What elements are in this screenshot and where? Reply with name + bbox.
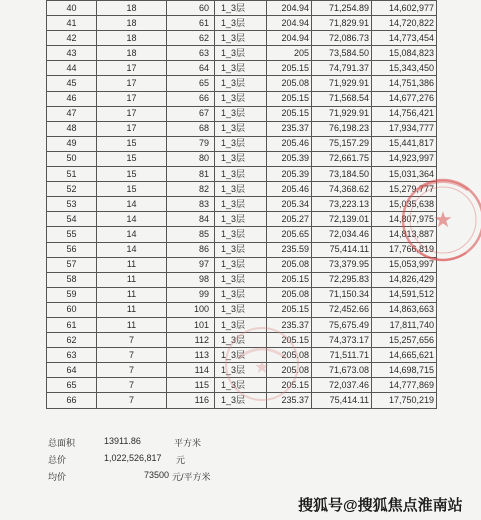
area-cell: 235.37	[267, 393, 312, 408]
row-number-cell: 56	[47, 242, 97, 257]
total-price-cell: 15,441,817	[372, 136, 437, 151]
floor-range-cell: 1_3层	[215, 242, 267, 257]
building-number-cell: 7	[97, 348, 167, 363]
total-price-cell: 14,773,454	[372, 31, 437, 46]
area-cell: 205.15	[267, 61, 312, 76]
area-cell: 205.15	[267, 302, 312, 317]
row-number-cell: 60	[47, 302, 97, 317]
unit-number-cell: 67	[167, 106, 215, 121]
table-row	[47, 46, 437, 61]
unit-price-cell: 74,368.62	[312, 182, 372, 197]
area-cell: 205.15	[267, 333, 312, 348]
unit-price-cell: 71,673.08	[312, 363, 372, 378]
total-price-cell: 15,279,777	[372, 182, 437, 197]
total-price-cell: 14,720,822	[372, 16, 437, 31]
area-cell: 205.15	[267, 106, 312, 121]
total-price-cell: 17,766,819	[372, 242, 437, 257]
table-row	[47, 91, 437, 106]
building-number-cell: 18	[97, 16, 167, 31]
area-cell: 205.08	[267, 76, 312, 91]
unit-price-cell: 72,034.46	[312, 227, 372, 242]
unit-price-cell: 75,414.11	[312, 393, 372, 408]
unit-price-cell: 74,373.17	[312, 333, 372, 348]
row-number-cell: 52	[47, 182, 97, 197]
unit-price-cell: 72,086.73	[312, 31, 372, 46]
floor-range-cell: 1_3层	[215, 31, 267, 46]
row-number-cell: 44	[47, 61, 97, 76]
building-number-cell: 11	[97, 257, 167, 272]
table-row	[47, 212, 437, 227]
row-number-cell: 41	[47, 16, 97, 31]
area-cell: 205.65	[267, 227, 312, 242]
average-price-unit: 元/平方米	[172, 472, 211, 482]
total-price-cell: 17,750,219	[372, 393, 437, 408]
table-row	[47, 197, 437, 212]
total-price-cell: 15,257,656	[372, 333, 437, 348]
table-row	[47, 16, 437, 31]
floor-range-cell: 1_3层	[215, 393, 267, 408]
total-price-cell: 14,863,663	[372, 302, 437, 317]
row-number-cell: 66	[47, 393, 97, 408]
floor-range-cell: 1_3层	[215, 91, 267, 106]
total-price-cell: 14,777,869	[372, 378, 437, 393]
row-number-cell: 54	[47, 212, 97, 227]
building-number-cell: 18	[97, 31, 167, 46]
building-number-cell: 14	[97, 212, 167, 227]
floor-range-cell: 1_3层	[215, 121, 267, 136]
floor-range-cell: 1_3层	[215, 212, 267, 227]
building-number-cell: 7	[97, 378, 167, 393]
total-price-value: 1,022,526,817	[104, 453, 162, 463]
svg-text:★: ★	[433, 208, 453, 233]
building-number-cell: 15	[97, 182, 167, 197]
building-number-cell: 14	[97, 197, 167, 212]
floor-range-cell: 1_3层	[215, 61, 267, 76]
unit-number-cell: 61	[167, 16, 215, 31]
unit-price-cell: 73,379.95	[312, 257, 372, 272]
area-cell: 205.46	[267, 182, 312, 197]
row-number-cell: 58	[47, 272, 97, 287]
unit-number-cell: 115	[167, 378, 215, 393]
floor-range-cell: 1_3层	[215, 106, 267, 121]
floor-range-cell: 1_3层	[215, 151, 267, 166]
table-row	[47, 61, 437, 76]
area-cell: 205.08	[267, 348, 312, 363]
total-price-cell: 17,934,777	[372, 121, 437, 136]
floor-range-cell: 1_3层	[215, 76, 267, 91]
faint-seal-stamp	[222, 318, 302, 410]
unit-number-cell: 84	[167, 212, 215, 227]
unit-number-cell: 68	[167, 121, 215, 136]
unit-number-cell: 82	[167, 182, 215, 197]
area-cell: 204.94	[267, 1, 312, 16]
row-number-cell: 47	[47, 106, 97, 121]
floor-range-cell: 1_3层	[215, 1, 267, 16]
total-price-cell: 14,923,997	[372, 151, 437, 166]
table-row	[47, 121, 437, 136]
unit-price-cell: 72,295.83	[312, 272, 372, 287]
unit-number-cell: 97	[167, 257, 215, 272]
floor-range-cell: 1_3层	[215, 348, 267, 363]
row-number-cell: 50	[47, 151, 97, 166]
total-price-cell: 14,751,386	[372, 76, 437, 91]
unit-price-cell: 75,414.11	[312, 242, 372, 257]
area-cell: 205.08	[267, 257, 312, 272]
floor-range-cell: 1_3层	[215, 333, 267, 348]
unit-number-cell: 62	[167, 31, 215, 46]
building-number-cell: 7	[97, 333, 167, 348]
floor-range-cell: 1_3层	[215, 136, 267, 151]
total-price-cell: 14,826,429	[372, 272, 437, 287]
total-price-cell: 17,811,740	[372, 317, 437, 332]
row-number-cell: 51	[47, 167, 97, 182]
building-number-cell: 17	[97, 106, 167, 121]
unit-price-cell: 71,254.89	[312, 1, 372, 16]
floor-range-cell: 1_3层	[215, 182, 267, 197]
floor-range-cell: 1_3层	[215, 46, 267, 61]
building-number-cell: 17	[97, 76, 167, 91]
svg-text:★: ★	[253, 357, 271, 378]
unit-number-cell: 66	[167, 91, 215, 106]
unit-price-cell: 73,184.50	[312, 167, 372, 182]
total-area-value: 13911.86	[104, 436, 141, 446]
total-price-cell: 14,698,715	[372, 363, 437, 378]
floor-range-cell: 1_3层	[215, 302, 267, 317]
floor-range-cell: 1_3层	[215, 363, 267, 378]
floor-range-cell: 1_3层	[215, 227, 267, 242]
area-cell: 205.34	[267, 197, 312, 212]
building-number-cell: 7	[97, 363, 167, 378]
floor-range-cell: 1_3层	[215, 287, 267, 302]
row-number-cell: 61	[47, 317, 97, 332]
unit-price-cell: 73,584.50	[312, 46, 372, 61]
total-area-unit: 平方米	[174, 438, 202, 448]
total-price-cell: 15,084,823	[372, 46, 437, 61]
unit-number-cell: 99	[167, 287, 215, 302]
unit-number-cell: 81	[167, 167, 215, 182]
building-number-cell: 17	[97, 61, 167, 76]
row-number-cell: 49	[47, 136, 97, 151]
total-price-cell: 15,343,450	[372, 61, 437, 76]
building-number-cell: 15	[97, 167, 167, 182]
unit-number-cell: 63	[167, 46, 215, 61]
total-price-cell: 15,035,638	[372, 197, 437, 212]
area-cell: 204.94	[267, 31, 312, 46]
row-number-cell: 65	[47, 378, 97, 393]
total-price-cell: 15,031,364	[372, 167, 437, 182]
building-number-cell: 15	[97, 136, 167, 151]
unit-price-cell: 71,568.54	[312, 91, 372, 106]
table-row	[47, 227, 437, 242]
building-number-cell: 17	[97, 91, 167, 106]
area-cell: 205.08	[267, 363, 312, 378]
area-cell: 235.37	[267, 317, 312, 332]
unit-number-cell: 100	[167, 302, 215, 317]
average-price-value: 73500	[144, 470, 170, 480]
unit-price-cell: 72,661.75	[312, 151, 372, 166]
row-number-cell: 43	[47, 46, 97, 61]
row-number-cell: 55	[47, 227, 97, 242]
row-number-cell: 64	[47, 363, 97, 378]
total-area-label: 总面积	[48, 438, 76, 448]
row-number-cell: 57	[47, 257, 97, 272]
table-row	[47, 167, 437, 182]
row-number-cell: 46	[47, 91, 97, 106]
total-price-cell: 15,053,997	[372, 257, 437, 272]
unit-price-cell: 72,037.46	[312, 378, 372, 393]
area-cell: 205.39	[267, 167, 312, 182]
row-number-cell: 62	[47, 333, 97, 348]
area-cell: 205.15	[267, 272, 312, 287]
table-row	[47, 151, 437, 166]
area-cell: 235.37	[267, 121, 312, 136]
building-number-cell: 18	[97, 46, 167, 61]
unit-price-cell: 71,511.71	[312, 348, 372, 363]
building-number-cell: 11	[97, 287, 167, 302]
row-number-cell: 48	[47, 121, 97, 136]
total-price-cell: 14,756,421	[372, 106, 437, 121]
unit-number-cell: 86	[167, 242, 215, 257]
row-number-cell: 63	[47, 348, 97, 363]
unit-number-cell: 64	[167, 61, 215, 76]
floor-range-cell: 1_3层	[215, 272, 267, 287]
building-number-cell: 11	[97, 272, 167, 287]
table-row	[47, 76, 437, 91]
unit-number-cell: 101	[167, 317, 215, 332]
building-number-cell: 11	[97, 317, 167, 332]
floor-range-cell: 1_3层	[215, 167, 267, 182]
building-number-cell: 17	[97, 121, 167, 136]
floor-range-cell: 1_3层	[215, 317, 267, 332]
unit-number-cell: 112	[167, 333, 215, 348]
area-cell: 205.08	[267, 287, 312, 302]
total-price-cell: 14,602,977	[372, 1, 437, 16]
floor-range-cell: 1_3层	[215, 197, 267, 212]
table-row	[47, 287, 437, 302]
unit-price-cell: 75,157.29	[312, 136, 372, 151]
unit-price-cell: 72,139.01	[312, 212, 372, 227]
building-number-cell: 18	[97, 1, 167, 16]
building-number-cell: 15	[97, 151, 167, 166]
area-cell: 205.27	[267, 212, 312, 227]
area-cell: 205	[267, 46, 312, 61]
building-number-cell: 14	[97, 227, 167, 242]
row-number-cell: 40	[47, 1, 97, 16]
table-row	[47, 106, 437, 121]
unit-price-cell: 74,791.37	[312, 61, 372, 76]
total-price-cell: 14,591,512	[372, 287, 437, 302]
total-price-cell: 14,665,621	[372, 348, 437, 363]
unit-price-cell: 72,452.66	[312, 302, 372, 317]
unit-number-cell: 79	[167, 136, 215, 151]
area-cell: 235.59	[267, 242, 312, 257]
area-cell: 204.94	[267, 16, 312, 31]
area-cell: 205.46	[267, 136, 312, 151]
unit-price-cell: 71,929.91	[312, 76, 372, 91]
total-price-cell: 14,807,975	[372, 212, 437, 227]
row-number-cell: 42	[47, 31, 97, 46]
floor-range-cell: 1_3层	[215, 257, 267, 272]
row-number-cell: 53	[47, 197, 97, 212]
unit-number-cell: 60	[167, 1, 215, 16]
table-row	[47, 302, 437, 317]
building-number-cell: 11	[97, 302, 167, 317]
unit-number-cell: 83	[167, 197, 215, 212]
table-row	[47, 257, 437, 272]
row-number-cell: 45	[47, 76, 97, 91]
unit-price-cell: 71,150.34	[312, 287, 372, 302]
area-cell: 205.39	[267, 151, 312, 166]
unit-number-cell: 98	[167, 272, 215, 287]
unit-number-cell: 65	[167, 76, 215, 91]
table-row	[47, 1, 437, 16]
total-price-label: 总价	[48, 455, 67, 465]
floor-range-cell: 1_3层	[215, 378, 267, 393]
building-number-cell: 7	[97, 393, 167, 408]
total-price-cell: 14,677,276	[372, 91, 437, 106]
building-number-cell: 14	[97, 242, 167, 257]
table-row	[47, 136, 437, 151]
total-price-unit: 元	[176, 455, 186, 465]
unit-price-cell: 76,198.23	[312, 121, 372, 136]
table-row	[47, 242, 437, 257]
unit-number-cell: 116	[167, 393, 215, 408]
total-price-cell: 14,813,887	[372, 227, 437, 242]
unit-number-cell: 113	[167, 348, 215, 363]
table-row	[47, 31, 437, 46]
unit-number-cell: 80	[167, 151, 215, 166]
unit-price-cell: 75,675.49	[312, 317, 372, 332]
unit-price-cell: 71,929.91	[312, 106, 372, 121]
table-row	[47, 182, 437, 197]
unit-number-cell: 114	[167, 363, 215, 378]
area-cell: 205.15	[267, 378, 312, 393]
area-cell: 205.15	[267, 91, 312, 106]
unit-number-cell: 85	[167, 227, 215, 242]
row-number-cell: 59	[47, 287, 97, 302]
table-row	[47, 272, 437, 287]
floor-range-cell: 1_3层	[215, 16, 267, 31]
unit-price-cell: 71,829.91	[312, 16, 372, 31]
unit-price-cell: 73,223.13	[312, 197, 372, 212]
company-seal-stamp	[398, 155, 481, 285]
source-watermark: 搜狐号@搜狐焦点淮南站	[298, 497, 463, 514]
average-price-label: 均价	[48, 472, 67, 482]
